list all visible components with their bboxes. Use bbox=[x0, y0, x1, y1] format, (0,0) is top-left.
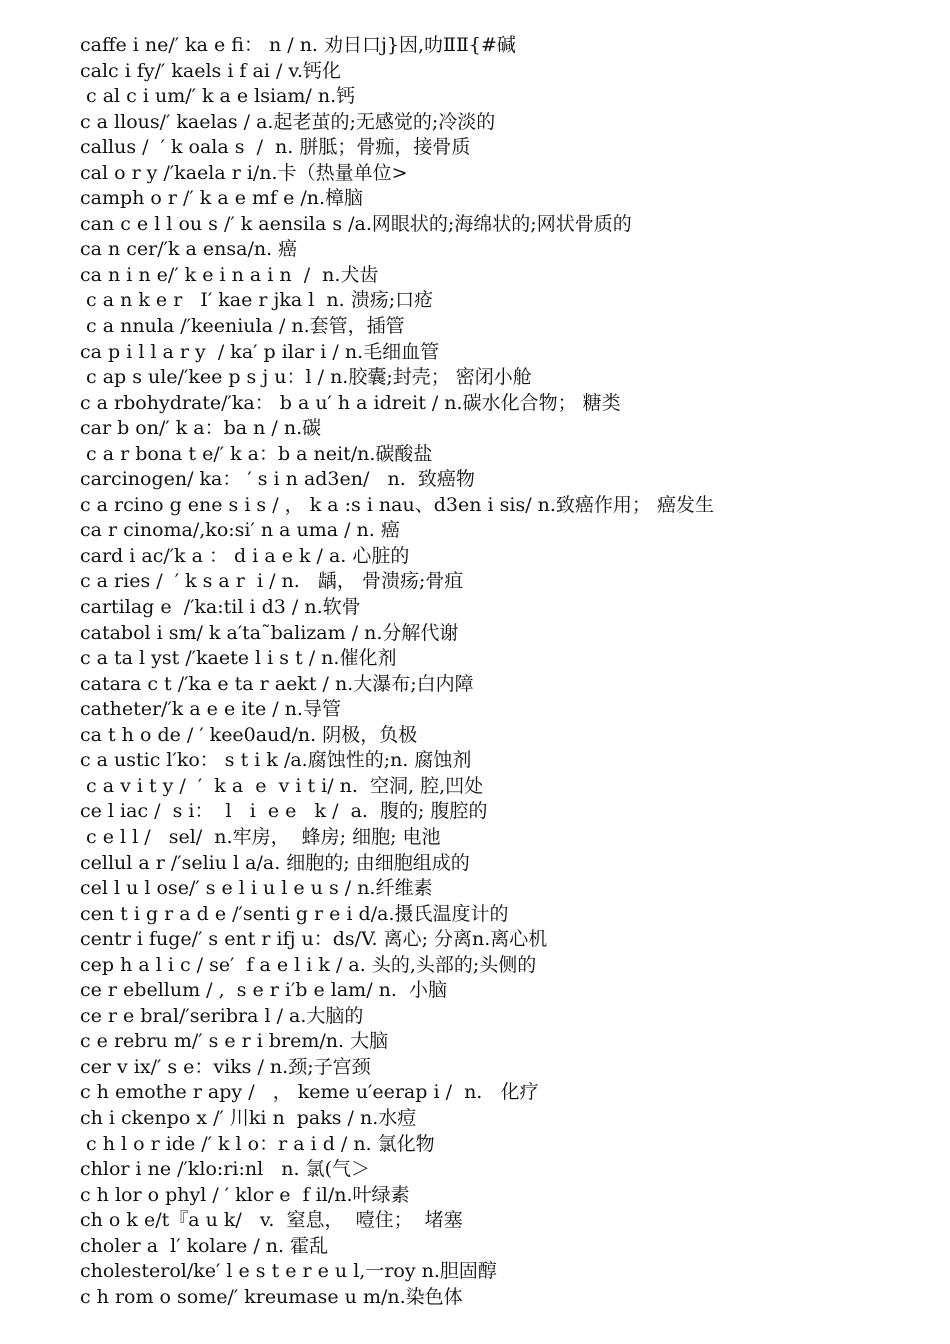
entry-cerebral: ce r e bral/′seribra l / a.大脑的 bbox=[80, 1004, 364, 1027]
entry-caustic: c a ustic l′ko： s t i k /a.腐蚀性的;n. 腐蚀剂 bbox=[80, 749, 472, 772]
entry-capsule: c ap s ule/′kee p s j u：l / n.胶囊;封壳； 密闭小舱 bbox=[80, 366, 532, 389]
entry-calory: cal o r y /′kaela r i/n.卡（热量单位> bbox=[80, 161, 408, 184]
entry-chickenpox: ch i ckenpo x /′ 川ki n paks / n.水痘 bbox=[80, 1106, 417, 1129]
entry-chlorophyl: c h lor o phyl / ′ klor e f il/n.叶绿素 bbox=[80, 1183, 410, 1206]
entry-carbohydrate: c a rbohydrate/′ka： b a u′ h a idreit / n.碳水化合物； 糖类 bbox=[80, 391, 621, 414]
entry-cervix: cer v ix/′ s e：viks / n.颈;子宫颈 bbox=[80, 1055, 371, 1078]
entry-cancellous: can c e l l ou s /′ k aensila s /a.网眼状的;海绵状的;网状骨质的 bbox=[80, 212, 632, 235]
entry-canine: ca n i n e/′ k e i n a i n / n.犬齿 bbox=[80, 263, 379, 286]
entry-chlorine: chlor i ne /′klo:ri:nl n. 氯(气＞ bbox=[80, 1158, 371, 1181]
entry-cellulose: cel l u l ose/′ s e l i u l e u s / n.纤维素 bbox=[80, 877, 433, 900]
entry-capillary: ca p i l l a r y / ka′ p ilar i / n.毛细血管 bbox=[80, 340, 440, 363]
entry-cardiac: card i ac/′k a ： d i a e k / a. 心脏的 bbox=[80, 544, 410, 567]
entry-carcinoma: ca r cinoma/,ko:si′ n a uma / n. 癌 bbox=[80, 519, 400, 542]
entry-catabolism: catabol i sm/ k a′ta˜balizam / n.分解代谢 bbox=[80, 621, 459, 644]
entry-celiac: ce l iac / s i： l i e e k / a. 腹的; 腹腔的 bbox=[80, 800, 488, 823]
entry-cholera: choler a l′ kolare / n. 霍乱 bbox=[80, 1234, 329, 1257]
entry-chloride: c h l o r ide /′ k l o：r a i d / n. 氯化物 bbox=[80, 1132, 435, 1155]
entry-cartilage: cartilag e /′ka:til i d3 / n.软骨 bbox=[80, 596, 361, 619]
entry-cell: c e l l / sel/ n.牢房， 蜂房; 细胞; 电池 bbox=[80, 825, 441, 848]
entry-cholesterol: cholesterol/ke′ l e s t e r e u l,一roy n.胆固醇 bbox=[80, 1260, 497, 1283]
entry-caries: c a ries / ′ k s a r i / n. 龋， 骨溃疡;骨疽 bbox=[80, 570, 464, 593]
entry-carbonate: c a r bona t e/′ k a：b a neit/n.碳酸盐 bbox=[80, 442, 433, 465]
entry-cataract: catara c t /′ka e ta r aekt / n.大瀑布;白内障 bbox=[80, 672, 474, 695]
entry-camphor: camph o r /′ k a e mf e /n.樟脑 bbox=[80, 187, 364, 210]
dictionary-page bbox=[80, 33, 930, 1310]
entry-cephalic: cep h a l i c / se′ f a e l i k / a. 头的,头部的;头侧的 bbox=[80, 953, 537, 976]
entry-catheter: catheter/′k a e e ite / n.导管 bbox=[80, 698, 341, 721]
entry-cavity: c a v i t y / ′ k a e v i t i/ n. 空洞, 腔,凹处 bbox=[80, 774, 484, 797]
entry-choke: ch o k e/t『a u k/ v. 窒息， 噎住； 堵塞 bbox=[80, 1209, 463, 1232]
entry-callous: c a llous/′ kaelas / a.起老茧的;无感觉的;冷淡的 bbox=[80, 110, 496, 133]
entry-calcium: c al c i um/′ k a e lsiam/ n.钙 bbox=[80, 85, 356, 108]
entry-canker: c a n k e r I′ kae r jka l n. 溃疡;口疮 bbox=[80, 289, 434, 312]
entry-calcify: calc i fy/′ kaels i f ai / v.钙化 bbox=[80, 59, 341, 82]
entry-catalyst: c a ta l yst /′kaete l i s t / n.催化剂 bbox=[80, 647, 397, 670]
entry-chemotherapy: c h emothe r apy / ， keme u′eerap i / n. 化疗 bbox=[80, 1081, 539, 1104]
entry-cerebrum: c e rebru m/′ s e r i brem/n. 大脑 bbox=[80, 1030, 389, 1053]
entry-cathode: ca t h o de / ′ kee0aud/n. 阴极，负极 bbox=[80, 723, 418, 746]
entry-cancer: ca n cer/′k a ensa/n. 癌 bbox=[80, 238, 298, 261]
entry-centrifuge: centr i fuge/′ s ent r ifj u：ds/V. 离心; 分离n.离心机 bbox=[80, 928, 548, 951]
entry-caffeine: caffe i ne/′ ka e fi： n / n. 劝日口j}因,叻ⅡⅡ{#碱 bbox=[80, 34, 516, 56]
entry-carcinogenesis: c a rcino g ene s i s / ， k a :s i nau、d3en i sis/ n.致癌作用； 癌发生 bbox=[80, 493, 714, 516]
entry-cellular: cellul a r /′seliu l a/a. 细胞的; 由细胞组成的 bbox=[80, 851, 470, 874]
entry-callus: callus / ′ k oala s / n. 胼胝；骨痂，接骨质 bbox=[80, 136, 471, 159]
entry-cannula: c a nnula /′keeniula / n.套管，插管 bbox=[80, 315, 405, 338]
entry-carbon: car b on/′ k a：ba n / n.碳 bbox=[80, 417, 322, 440]
entry-chromosome: c h rom o some/′ kreumase u m/n.染色体 bbox=[80, 1285, 463, 1308]
entry-centigrade: cen t i g r a d e /′senti g r e i d/a.摄氏温度计的 bbox=[80, 902, 509, 925]
entry-carcinogen: carcinogen/ ka： ′ s i n ad3en/ n. 致癌物 bbox=[80, 468, 475, 491]
entry-cerebellum: ce r ebellum / , s e r i′b e lam/ n. 小脑 bbox=[80, 979, 447, 1002]
